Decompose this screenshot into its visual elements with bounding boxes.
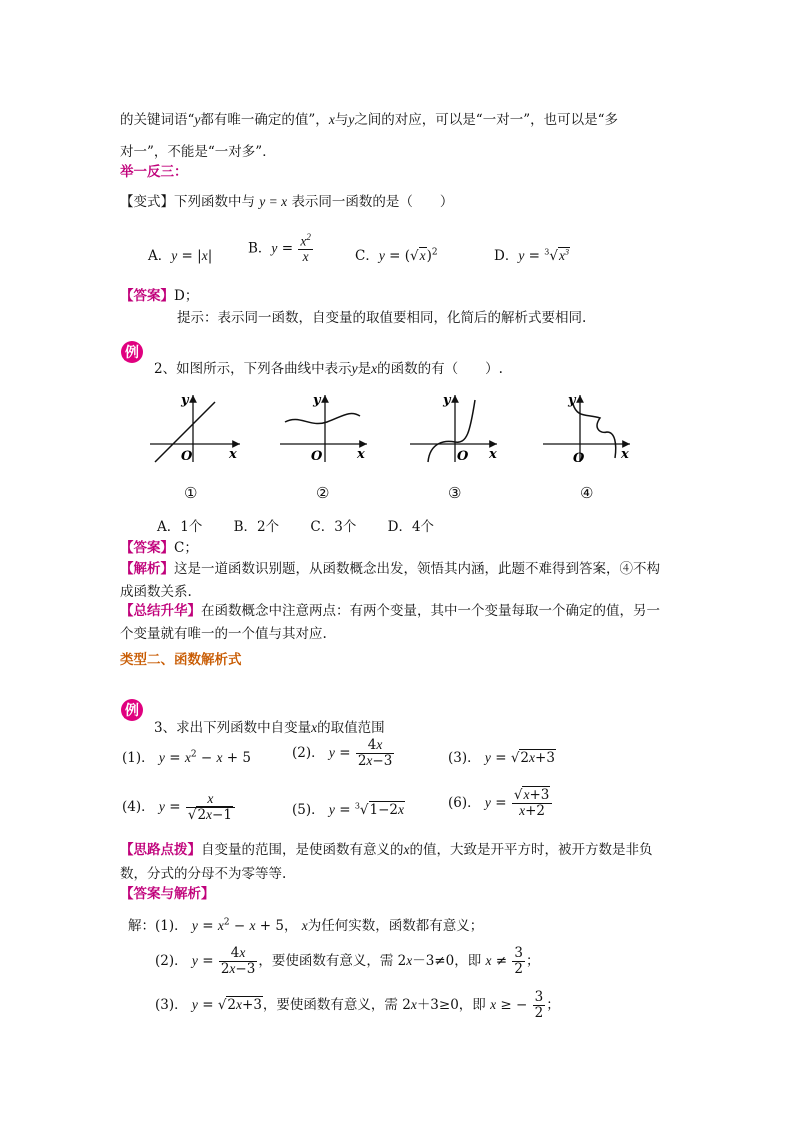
svg-text:y: y: [313, 393, 321, 408]
q3-item-4: (4)． y = $\frac{x}{√2x-1}$: [122, 792, 236, 823]
svg-text:x: x: [621, 447, 629, 462]
q2-answer: 【答案】C；: [120, 540, 198, 556]
svg-text:y: y: [568, 393, 576, 408]
function-graphs: [145, 392, 645, 502]
variant-option-c: C．$y = (√x)^2$: [355, 247, 438, 264]
variant-question: 【变式】下列函数中与 y = x 表示同一函数的是（ ）: [120, 194, 454, 210]
example-badge-icon: [120, 340, 144, 364]
q3-answer-heading: 【答案与解析】: [120, 886, 215, 902]
q2-summary-1: 【总结升华】在函数概念中注意两点：有两个变量，其中一个变量每取一个确定的值，另一: [120, 603, 660, 619]
variant-option-d: D．$y = ^3√x^3$: [494, 247, 569, 264]
intro-line-1: 的关键词语“y都有唯一确定的值”，x与y之间的对应，可以是“一对一”，也可以是“多: [120, 112, 619, 128]
graph-2: [280, 393, 367, 464]
variant-answer: 【答案】D；: [120, 288, 199, 304]
example-badge-icon-2: [120, 698, 144, 722]
q2-question: 2、如图所示，下列各曲线中表示y是x的函数的有（ ）.: [154, 361, 503, 377]
q3-item-5: (5)． y = $^3$√1−2x: [292, 801, 405, 818]
svg-text:y: y: [443, 393, 451, 408]
q3-solution-2: (2)． y = $\frac{4x}{2x-3}$ ，要使函数有意义，需 2x－3≠0，即 x ≠ $\frac{3}{2}$ ；: [155, 945, 540, 977]
q3-idea-2: 数，分式的分母不为零等等.: [120, 866, 287, 882]
graph-label-1: ①: [184, 484, 198, 502]
graph-1: [150, 393, 240, 464]
variant-hint: 提示：表示同一函数，自变量的取值要相同，化简后的解析式要相同.: [177, 310, 587, 326]
q2-analysis-1: 【解析】这是一道函数识别题，从函数概念出发，领悟其内涵，此题不难得到答案，④不构: [120, 561, 660, 577]
svg-text:例: 例: [125, 345, 139, 361]
svg-text:x: x: [357, 447, 365, 462]
graph-label-3: ③: [448, 484, 462, 502]
q2-analysis-2: 成函数关系.: [120, 584, 192, 600]
q2-options: A．1个 B．2个 C．3个 D．4个: [157, 519, 435, 535]
svg-text:例: 例: [125, 703, 139, 719]
type2-heading: 类型二、函数解析式: [120, 652, 242, 668]
q3-item-3: (3)． y = √2x+3: [448, 750, 555, 766]
graph-3: [410, 393, 497, 464]
svg-text:O: O: [573, 451, 585, 466]
svg-text:O: O: [457, 449, 469, 464]
graph-label-4: ④: [580, 484, 594, 502]
graph-4: [543, 393, 630, 466]
section-jyfs: 举一反三：: [120, 164, 188, 180]
q3-item-1: (1)． $y = x^2 - x + 5$: [122, 749, 251, 766]
q3-item-6: (6)． y = $\frac{√x+3}{x+2}$: [448, 788, 553, 819]
svg-text:O: O: [311, 449, 323, 464]
variant-option-b: B．y = $\frac{x^2}{x}$: [248, 232, 311, 265]
graph-label-2: ②: [316, 484, 330, 502]
intro-line-2: 对一”，不能是“一对多”．: [120, 144, 276, 160]
svg-text:O: O: [181, 449, 193, 464]
q3-solution-3: (3)． y = √2x+3，要使函数有意义，需 2x＋3≥0，即 x ≥ − $\frac{3}{2}$ ；: [155, 989, 560, 1021]
svg-text:x: x: [229, 447, 237, 462]
q3-idea-1: 【思路点拨】自变量的范围，是使函数有意义的x的值，大致是开平方时，被开方数是非负: [120, 842, 653, 858]
q3-question: 3、求出下列函数中自变量x的取值范围: [154, 720, 385, 736]
variant-option-a: A．y = |x|: [148, 248, 213, 264]
q3-item-2: (2)． y = $\frac{4x}{2x-3}$: [292, 737, 393, 769]
q2-summary-2: 个变量就有唯一的一个值与其对应.: [120, 626, 327, 642]
svg-text:y: y: [181, 393, 189, 408]
q3-solution-1: 解：(1)． $y = x^2 - x + 5$， x为任何实数，函数都有意义；: [128, 917, 484, 934]
svg-text:x: x: [489, 447, 497, 462]
